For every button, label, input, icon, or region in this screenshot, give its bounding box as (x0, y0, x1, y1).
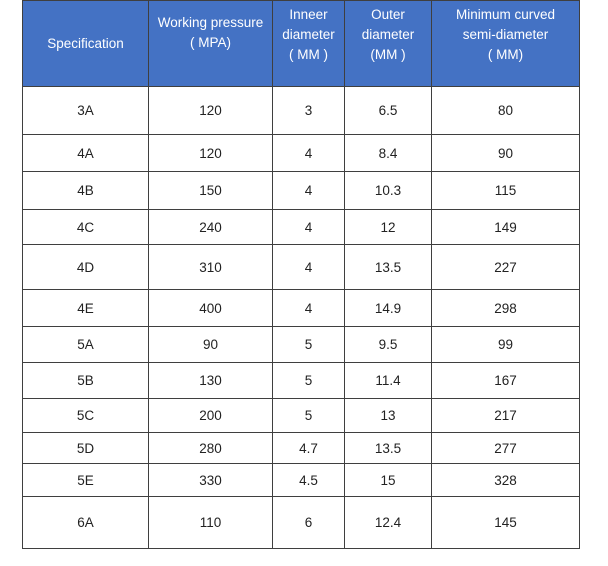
header-line: diameter (361, 27, 415, 42)
cell-min-curved-semi-diameter: 227 (432, 245, 580, 290)
cell-working-pressure: 90 (149, 327, 273, 363)
header-line: semi-diameter (462, 27, 549, 42)
cell-specification: 4C (23, 210, 149, 245)
header-inner-diameter (273, 1, 345, 87)
table-row (23, 464, 580, 497)
cell-specification: 5E (23, 464, 149, 497)
table-row (23, 290, 580, 327)
table-row (23, 87, 580, 135)
table-row (23, 433, 580, 464)
cell-working-pressure: 400 (149, 290, 273, 327)
cell-outer-diameter: 8.4 (345, 135, 432, 172)
header-line: Working pressure (157, 15, 264, 30)
cell-inner-diameter: 5 (273, 363, 345, 399)
header-line: ( MPA) (190, 35, 231, 50)
cell-specification: 5A (23, 327, 149, 363)
cell-outer-diameter: 15 (345, 464, 432, 497)
table-header (23, 1, 580, 87)
cell-min-curved-semi-diameter: 99 (432, 327, 580, 363)
cell-outer-diameter: 12.4 (345, 497, 432, 549)
cell-min-curved-semi-diameter: 145 (432, 497, 580, 549)
cell-min-curved-semi-diameter: 328 (432, 464, 580, 497)
cell-specification: 5C (23, 399, 149, 433)
cell-inner-diameter: 4.5 (273, 464, 345, 497)
cell-working-pressure: 280 (149, 433, 273, 464)
cell-outer-diameter: 14.9 (345, 290, 432, 327)
header-line: Specification (47, 35, 124, 51)
cell-working-pressure: 130 (149, 363, 273, 399)
cell-inner-diameter: 4 (273, 172, 345, 210)
cell-min-curved-semi-diameter: 80 (432, 87, 580, 135)
cell-outer-diameter: 6.5 (345, 87, 432, 135)
cell-outer-diameter: 9.5 (345, 327, 432, 363)
cell-specification: 4B (23, 172, 149, 210)
cell-outer-diameter: 11.4 (345, 363, 432, 399)
cell-working-pressure: 240 (149, 210, 273, 245)
cell-outer-diameter: 12 (345, 210, 432, 245)
table-row (23, 497, 580, 549)
cell-min-curved-semi-diameter: 277 (432, 433, 580, 464)
cell-inner-diameter: 4 (273, 245, 345, 290)
cell-specification: 4A (23, 135, 149, 172)
cell-working-pressure: 310 (149, 245, 273, 290)
cell-inner-diameter: 5 (273, 327, 345, 363)
header-row (23, 1, 580, 87)
cell-working-pressure: 110 (149, 497, 273, 549)
header-line: ( MM) (487, 47, 524, 62)
cell-min-curved-semi-diameter: 217 (432, 399, 580, 433)
cell-specification: 4E (23, 290, 149, 327)
cell-specification: 5D (23, 433, 149, 464)
cell-inner-diameter: 4 (273, 210, 345, 245)
cell-min-curved-semi-diameter: 167 (432, 363, 580, 399)
header-line: Minimum curved (455, 7, 556, 22)
cell-outer-diameter: 13 (345, 399, 432, 433)
table-row (23, 399, 580, 433)
cell-outer-diameter: 10.3 (345, 172, 432, 210)
cell-inner-diameter: 4 (273, 290, 345, 327)
cell-working-pressure: 150 (149, 172, 273, 210)
cell-min-curved-semi-diameter: 90 (432, 135, 580, 172)
cell-min-curved-semi-diameter: 115 (432, 172, 580, 210)
cell-inner-diameter: 6 (273, 497, 345, 549)
table-row (23, 172, 580, 210)
header-outer-diameter (345, 1, 432, 87)
specification-table (22, 0, 580, 549)
header-line: Outer (371, 7, 405, 22)
table-row (23, 327, 580, 363)
header-working-pressure (149, 1, 273, 87)
table-row (23, 363, 580, 399)
cell-inner-diameter: 5 (273, 399, 345, 433)
cell-inner-diameter: 4 (273, 135, 345, 172)
cell-specification: 4D (23, 245, 149, 290)
header-line: (MM ) (370, 47, 406, 62)
header-minimum-curved-semi-diameter (432, 1, 580, 87)
cell-specification: 5B (23, 363, 149, 399)
cell-specification: 6A (23, 497, 149, 549)
cell-specification: 3A (23, 87, 149, 135)
header-line: Inneer (289, 7, 328, 22)
header-line: diameter (282, 27, 335, 42)
cell-working-pressure: 120 (149, 87, 273, 135)
table-row (23, 135, 580, 172)
cell-working-pressure: 330 (149, 464, 273, 497)
header-line: ( MM ) (289, 47, 328, 62)
table-row (23, 210, 580, 245)
table-row (23, 245, 580, 290)
cell-min-curved-semi-diameter: 298 (432, 290, 580, 327)
header-specification (23, 1, 149, 87)
cell-min-curved-semi-diameter: 149 (432, 210, 580, 245)
cell-working-pressure: 200 (149, 399, 273, 433)
cell-working-pressure: 120 (149, 135, 273, 172)
cell-outer-diameter: 13.5 (345, 245, 432, 290)
table-body (23, 87, 580, 549)
cell-inner-diameter: 4.7 (273, 433, 345, 464)
cell-outer-diameter: 13.5 (345, 433, 432, 464)
cell-inner-diameter: 3 (273, 87, 345, 135)
